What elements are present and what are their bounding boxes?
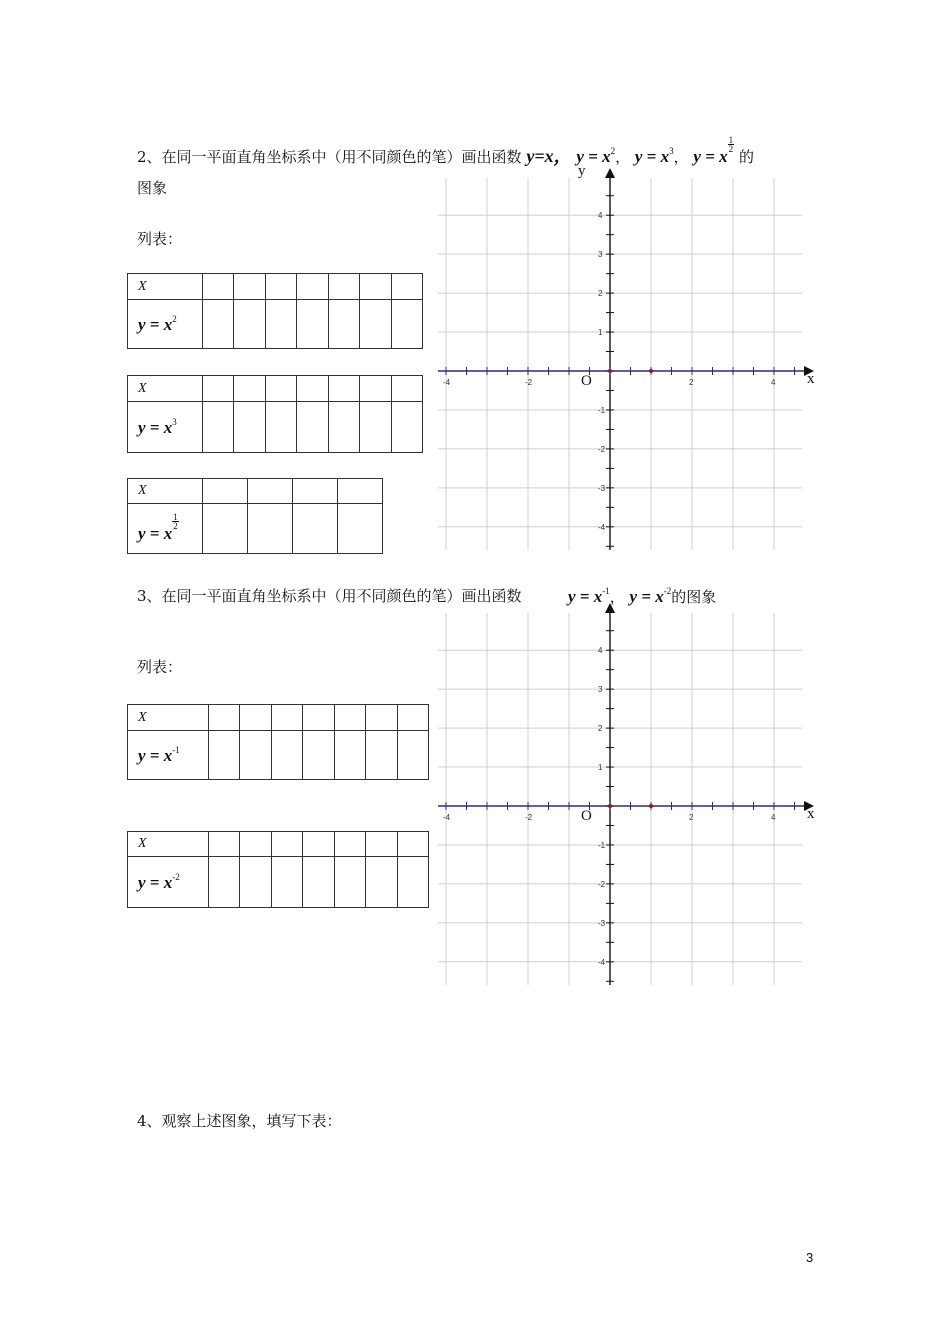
table-header-x: X [128,376,203,402]
section2-line2: 图象 [137,179,168,197]
table-cell[interactable] [203,274,234,300]
section4-text: 4、观察上述图象，填写下表： [137,1112,342,1130]
y-axis-arrow-icon [605,603,615,613]
table-cell[interactable] [360,300,391,349]
table-cell[interactable] [248,504,293,554]
y-tick-label: -1 [598,840,606,850]
section2-formula-4: y = x $\frac{1}{2}$ [693,135,734,166]
section2-formula-2: $y = x^2$ [576,146,616,166]
x-tick-label: -4 [443,378,451,387]
x-tick-label: -2 [525,378,533,387]
table-cell[interactable] [234,376,265,402]
table-cell[interactable] [391,376,422,402]
table-cell[interactable] [391,300,422,349]
section2-formula-3: $y = x^3$ [634,146,674,166]
table-cell[interactable] [234,274,265,300]
section3-formulas: $y = x^{-1}$， $y = x^{-2}$的图象 [568,586,717,606]
table-cell[interactable] [297,376,328,402]
table-cell[interactable] [334,705,365,731]
y-tick-label: -4 [598,957,606,967]
section3-prefix: 3、在同一平面直角坐标系中（用不同颜色的笔）画出函数 [137,587,522,605]
table-cell[interactable] [293,479,338,504]
origin-label: O [581,373,592,389]
y-tick-label: 4 [598,646,603,656]
table-header-x: X [128,832,209,857]
table-cell[interactable] [271,857,302,908]
origin-point [608,369,612,373]
value-table-x-inv [127,704,429,780]
table-cell[interactable] [240,731,271,780]
y-tick-label: 4 [598,211,603,221]
page-number: 3 [806,1250,814,1265]
table-cell[interactable] [391,274,422,300]
table-cell[interactable] [265,274,296,300]
table-cell[interactable] [240,705,271,731]
x-axis-label: x [807,371,815,387]
table-cell[interactable] [271,705,302,731]
section2-list-label: 列表： [137,230,183,248]
origin-point [608,804,612,808]
table-cell[interactable] [271,832,302,857]
unit-point [649,369,653,373]
table-cell[interactable] [203,402,234,453]
x-axis-label: x [807,806,815,822]
table-function-label: $y = x^{-2}$ [128,857,209,908]
table-cell[interactable] [240,857,271,908]
section2-prefix: 2、在同一平面直角坐标系中（用不同颜色的笔）画出函数 [137,148,522,166]
table-cell[interactable] [360,376,391,402]
y-tick-label: -3 [598,918,606,928]
coordinate-grid-2[interactable] [430,595,815,990]
y-tick-label: -1 [598,405,606,415]
table-cell[interactable] [338,504,383,554]
table-cell[interactable] [397,832,428,857]
table-cell[interactable] [366,731,397,780]
y-tick-label: -2 [598,879,606,889]
y-tick-label: 2 [598,289,603,299]
table-cell[interactable] [328,402,359,453]
table-header-x: X [128,479,203,504]
table-cell[interactable] [328,300,359,349]
section3-formula-1: $y = x^{-1}$ [568,586,610,606]
table-cell[interactable] [209,731,240,780]
table-cell[interactable] [303,857,334,908]
table-function-label: $y = x^{-1}$ [128,731,209,780]
table-function-label: y = x $\frac{1}{2}$ [128,504,203,554]
table-cell[interactable] [240,832,271,857]
table-cell[interactable] [265,376,296,402]
table-cell[interactable] [297,274,328,300]
table-cell[interactable] [209,832,240,857]
table-cell[interactable] [366,857,397,908]
value-table-x2 [127,273,423,349]
value-table-x3 [127,375,423,453]
value-table-x-half [127,478,383,554]
table-cell[interactable] [203,504,248,554]
origin-label: O [581,808,592,824]
table-function-label: $y = x^2$ [128,300,203,349]
table-cell[interactable] [328,376,359,402]
x-tick-label: 2 [689,378,694,387]
table-cell[interactable] [366,832,397,857]
table-cell[interactable] [303,832,334,857]
unit-point [649,804,653,808]
section3-list-label: 列表： [137,658,183,676]
y-tick-label: -2 [598,444,606,454]
table-cell[interactable] [303,731,334,780]
section2-suffix: 的 [738,148,754,166]
table-function-label: $y = x^3$ [128,402,203,453]
table-cell[interactable] [397,731,428,780]
table-cell[interactable] [265,300,296,349]
table-cell[interactable] [397,857,428,908]
section3-formula-2: $y = x^{-2}$ [629,586,672,606]
table-cell[interactable] [234,402,265,453]
table-cell[interactable] [265,402,296,453]
table-cell[interactable] [209,857,240,908]
y-tick-label: 3 [598,250,603,260]
y-tick-label: 3 [598,685,603,695]
y-axis-arrow-icon [605,168,615,178]
table-cell[interactable] [209,705,240,731]
table-cell[interactable] [303,705,334,731]
table-cell[interactable] [328,274,359,300]
x-tick-label: 4 [771,813,776,822]
y-tick-label: -4 [598,522,606,532]
table-header-x: X [128,274,203,300]
table-cell[interactable] [391,402,422,453]
table-cell[interactable] [334,731,365,780]
table-header-x: X [128,705,209,731]
y-tick-label: 1 [598,328,603,338]
y-tick-label: 2 [598,724,603,734]
table-cell[interactable] [248,479,293,504]
table-cell[interactable] [360,274,391,300]
table-cell[interactable] [397,705,428,731]
table-cell[interactable] [338,479,383,504]
table-cell[interactable] [293,504,338,554]
table-cell[interactable] [297,402,328,453]
table-cell[interactable] [360,402,391,453]
y-tick-label: 1 [598,763,603,773]
x-tick-label: -4 [443,813,451,822]
y-tick-label: -3 [598,483,606,493]
section2-heading: 2、在同一平面直角坐标系中（用不同颜色的笔）画出函数 y=x， $y = x^2$， $y = x^3$， y = x $\frac{1}{2}$ 的 [137,135,754,166]
section2-formula-1: y=x， [526,146,572,166]
y-axis-label: y [578,163,586,179]
table-cell[interactable] [203,300,234,349]
coordinate-grid-1[interactable] [430,160,815,555]
table-cell[interactable] [334,857,365,908]
table-cell[interactable] [203,479,248,504]
x-tick-label: -2 [525,813,533,822]
value-table-x-inv2 [127,831,429,908]
table-cell[interactable] [334,832,365,857]
x-tick-label: 2 [689,813,694,822]
table-cell[interactable] [297,300,328,349]
table-cell[interactable] [234,300,265,349]
x-tick-label: 4 [771,378,776,387]
table-cell[interactable] [271,731,302,780]
table-cell[interactable] [203,376,234,402]
table-cell[interactable] [366,705,397,731]
